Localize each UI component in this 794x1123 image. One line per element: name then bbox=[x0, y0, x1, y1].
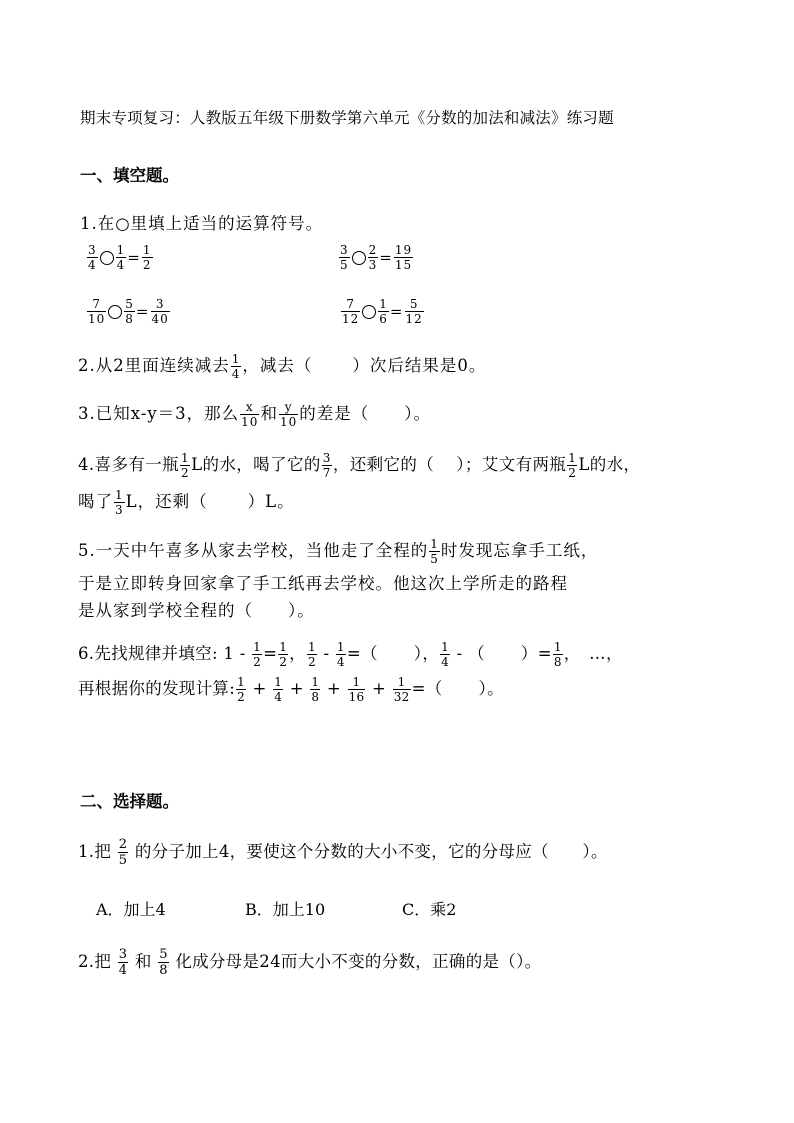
expression-4: $\frac{7}{12}$ $\frac{1}{6}$ = $\frac{5}{12}$ bbox=[342, 297, 423, 326]
expression-3: $\frac{7}{10}$ $\frac{5}{8}$ = $\frac{3}{40}$ bbox=[88, 297, 169, 326]
fraction: $\frac{19}{15}$ bbox=[394, 243, 413, 272]
fraction: $\frac{x}{10}$ bbox=[241, 400, 259, 429]
question-6-line-1: 6.先找规律并填空: 1 - $\frac{1}{2}$ = $\frac{1}{2}$ ， $\frac{1}{2}$ - $\frac{1}{4}$ =（ ）， $\frac{1}{4}$ - （ ）= $\frac{1}{8}$ ， …， bbox=[78, 640, 623, 669]
question-5-line-3: 是从家到学校全程的（ ）。 bbox=[78, 601, 315, 620]
fraction: $\frac{7}{10}$ bbox=[88, 297, 106, 326]
fraction: $\frac{1}{4}$ bbox=[336, 640, 345, 669]
section-heading-fill: 一、填空题。 bbox=[80, 166, 179, 185]
question-4-line-1: 4.喜多有一瓶 $\frac{1}{2}$ L的水，喝了它的 $\frac{3}{7}$ ，还剩它的（ ）；艾文有两瓶 $\frac{1}{2}$ L的水， bbox=[78, 451, 641, 480]
fraction: $\frac{1}{2}$ bbox=[253, 640, 262, 669]
section-heading-choice: 二、选择题。 bbox=[80, 792, 179, 811]
question-6-line-2: 再根据你的发现计算: $\frac{1}{2}$ + $\frac{1}{4}$ + $\frac{1}{8}$ + $\frac{1}{16}$ + $\frac{1}{32}$ =（ ）。 bbox=[78, 675, 504, 704]
fraction: $\frac{5}{8}$ bbox=[159, 947, 168, 978]
fraction: $\frac{1}{2}$ bbox=[568, 451, 577, 480]
fraction: $\frac{1}{2}$ bbox=[307, 640, 316, 669]
fraction: $\frac{5}{12}$ bbox=[405, 297, 423, 326]
page-title: 期末专项复习：人教版五年级下册数学第六单元《分数的加法和减法》练习题 bbox=[80, 109, 614, 127]
expression-2: $\frac{3}{5}$ $\frac{2}{3}$ = $\frac{19}{15}$ bbox=[340, 243, 413, 272]
fraction: $\frac{3}{4}$ bbox=[88, 243, 97, 272]
question-4-line-2: 喝了 $\frac{1}{3}$ L，还剩（ ）L。 bbox=[78, 488, 295, 517]
fraction: $\frac{1}{2}$ bbox=[181, 451, 190, 480]
fraction: $\frac{3}{7}$ bbox=[322, 451, 331, 480]
expression-1: $\frac{3}{4}$ $\frac{1}{4}$ = $\frac{1}{2}$ bbox=[88, 243, 152, 272]
fraction: $\frac{1}{2}$ bbox=[279, 640, 288, 669]
fraction: $\frac{3}{40}$ bbox=[151, 297, 169, 326]
fraction: $\frac{7}{12}$ bbox=[342, 297, 360, 326]
fraction: $\frac{1}{3}$ bbox=[115, 488, 124, 517]
option-c[interactable]: C．乘2 bbox=[402, 900, 457, 919]
fraction: $\frac{1}{4}$ bbox=[116, 243, 126, 272]
question-3: 3.已知x-y＝3，那么 $\frac{x}{10}$ 和 $\frac{y}{10}$ 的差是（ ）。 bbox=[78, 400, 431, 429]
question-1: 1.在○里填上适当的运算符号。 bbox=[80, 214, 324, 233]
operator-circle[interactable] bbox=[108, 305, 122, 319]
choice-question-2: 2.把 $\frac{3}{4}$ 和 $\frac{5}{8}$ 化成分母是24而大小不变的分数，正确的是（）。 bbox=[78, 947, 542, 978]
fraction: $\frac{1}{8}$ bbox=[311, 675, 320, 704]
fraction: $\frac{1}{4}$ bbox=[231, 352, 241, 381]
fraction: $\frac{1}{6}$ bbox=[379, 297, 388, 326]
fraction: $\frac{1}{2}$ bbox=[142, 243, 152, 272]
operator-circle[interactable] bbox=[100, 251, 114, 265]
fraction: $\frac{1}{4}$ bbox=[441, 640, 450, 669]
fraction: $\frac{3}{4}$ bbox=[118, 947, 128, 978]
fraction: $\frac{1}{32}$ bbox=[393, 675, 410, 704]
question-5-line-2: 于是立即转身回家拿了手工纸再去学校。他这次上学所走的路程 bbox=[78, 574, 568, 593]
fraction: $\frac{1}{16}$ bbox=[348, 675, 365, 704]
fraction: $\frac{2}{5}$ bbox=[118, 837, 128, 868]
choice-question-1: 1.把 $\frac{2}{5}$ 的分子加上4，要使这个分数的大小不变，它的分母应（ ）。 bbox=[78, 837, 608, 868]
option-b[interactable]: B．加上10 bbox=[245, 900, 326, 919]
fraction: $\frac{1}{5}$ bbox=[430, 537, 439, 566]
fraction: $\frac{5}{8}$ bbox=[125, 297, 134, 326]
fraction: $\frac{y}{10}$ bbox=[279, 400, 298, 429]
fraction: $\frac{1}{4}$ bbox=[274, 675, 283, 704]
option-a[interactable]: A．加上4 bbox=[96, 900, 166, 919]
fraction: $\frac{3}{5}$ bbox=[340, 243, 349, 272]
fraction: $\frac{1}{8}$ bbox=[553, 640, 562, 669]
fraction: $\frac{2}{3}$ bbox=[368, 243, 378, 272]
question-5-line-1: 5.一天中午喜多从家去学校，当他走了全程的 $\frac{1}{5}$ 时发现忘拿手工纸， bbox=[78, 537, 599, 566]
operator-circle[interactable] bbox=[362, 305, 376, 319]
fraction: $\frac{1}{2}$ bbox=[237, 675, 245, 704]
question-2: 2.从2里面连续减去 $\frac{1}{4}$ ，减去（ ）次后结果是0。 bbox=[78, 352, 487, 381]
operator-circle[interactable] bbox=[352, 251, 366, 265]
